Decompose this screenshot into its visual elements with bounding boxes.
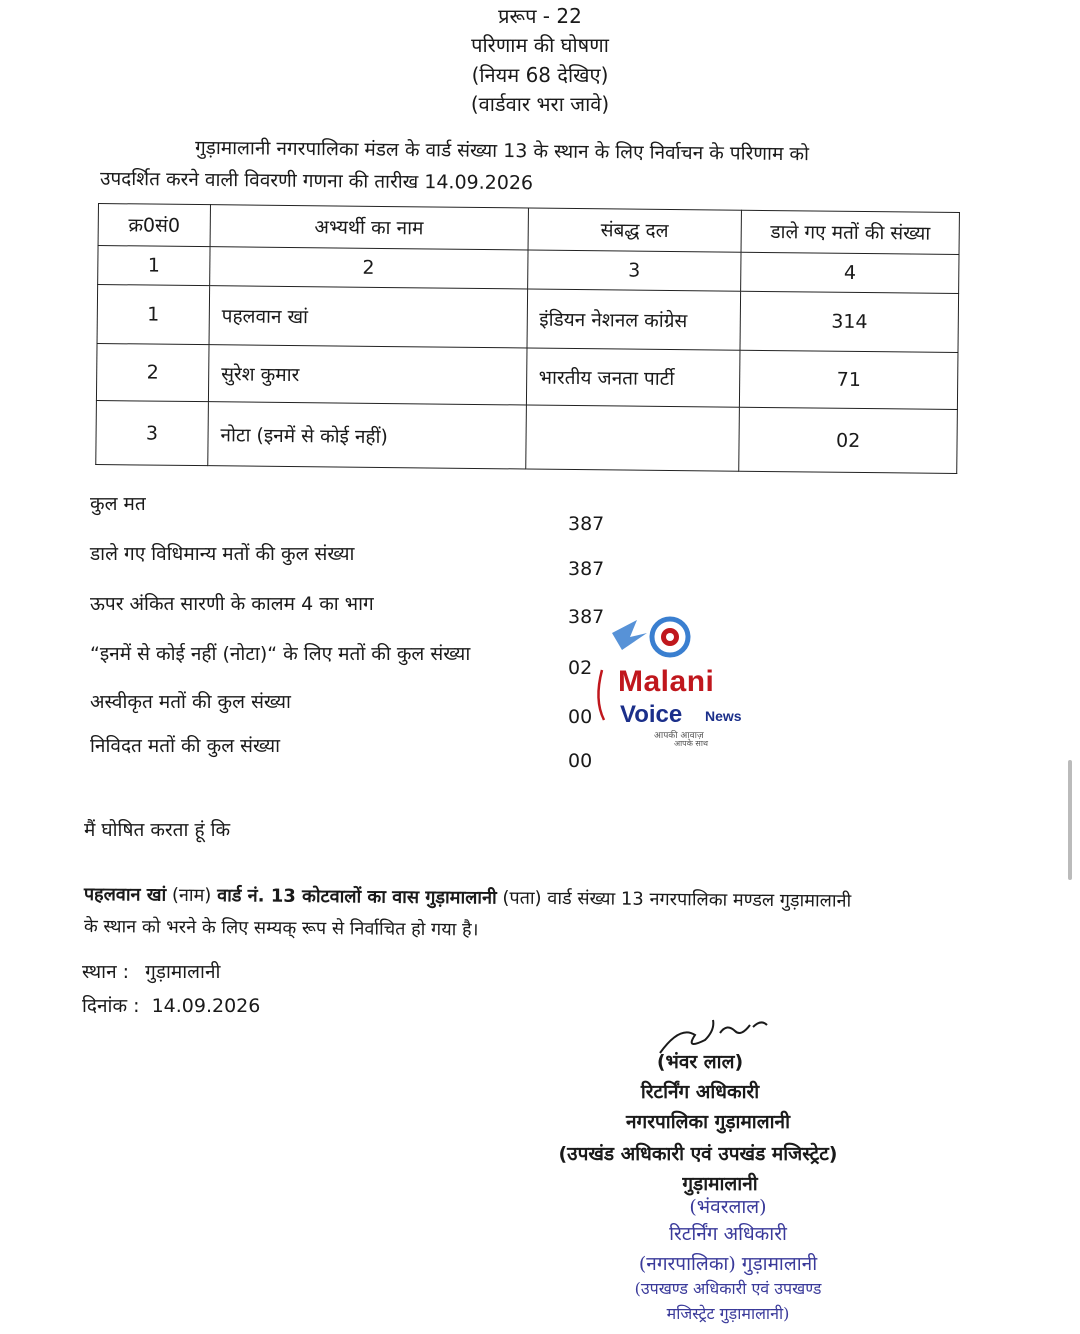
scrollbar-thumb[interactable] [1068,760,1072,880]
stamp-line-1: (भंवरलाल) [689,1196,767,1218]
watermark-brand-news: News [705,708,742,724]
table-row [97,285,959,353]
document-title: परिणाम की घोषणा [471,33,609,57]
date-value: 14.09.2026 [151,995,261,1017]
name-tag: (नाम) [171,884,212,907]
address-tag: (पता) [502,887,542,909]
row-votes: 71 [740,351,958,410]
col-number: 2 [210,246,528,289]
watermark-tagline-1: आपकी आवाज़ [654,731,704,741]
watermark-tagline-2: आपके साथ [674,739,708,748]
form-number: प्ररूप - 22 [498,4,582,28]
watermark-brand-voice: Voice [620,701,683,728]
intro-line-1: गुड़ामालानी नगरपालिका मंडल के वार्ड संख्या 13 के स्थान के लिए निर्वाचन के परिणाम को [194,136,810,166]
col-number: 4 [741,252,959,294]
summary-value-tendered: 00 [568,750,593,772]
row-serial: 1 [97,285,210,345]
col-number: 1 [98,245,210,286]
intro-line-2: उपदर्शित करने वाली विवरणी गणना की तारीख 14.09.2026 [99,167,534,195]
signatory-office: नगरपालिका गुड़ामालानी [626,1111,790,1133]
table-row [96,344,958,410]
malani-voice-watermark [592,615,772,750]
summary-value-total: 387 [568,513,605,535]
rule-reference: (नियम 68 देखिए) [471,63,609,87]
summary-value-nota: 02 [568,657,593,679]
declaration-intro: मैं घोषित करता हूं कि [84,819,231,841]
summary-label-total: कुल मत [90,493,146,515]
place-row [82,958,220,984]
row-candidate: सुरेश कुमार [208,345,526,405]
fill-note: (वार्डवार भरा जावे) [470,92,610,116]
table-row [96,401,958,474]
signatory-place: गुड़ामालानी [682,1173,758,1195]
signatory-role: (उपखंड अधिकारी एवं उपखंड मजिस्ट्रेट) [558,1143,838,1165]
place-label: स्थान : [82,961,130,983]
stamp-line-5: मजिस्ट्रेट गुड़ामालानी) [666,1304,790,1323]
date-label: दिनांक : [82,995,140,1017]
row-candidate: नोटा (इनमें से कोई नहीं) [208,402,526,469]
row-serial: 3 [96,401,209,466]
place-value: गुड़ामालानी [145,961,221,983]
stamp-line-4: (उपखण्ड अधिकारी एवं उपखण्ड [634,1279,822,1298]
stamp-line-3: (नगरपालिका) गुड़ामालानी [638,1253,818,1275]
summary-label-column4: ऊपर अंकित सारणी के कालम 4 का भाग [90,593,374,615]
summary-value-valid: 387 [568,558,605,580]
declaration-line-2: के स्थान को भरने के लिए सम्यक् रूप से निर्वाचित हो गया है। [83,915,479,941]
row-serial: 2 [96,344,209,402]
results-table [95,203,960,474]
declaration-ward-text: वार्ड संख्या 13 नगरपालिका मण्डल गुड़ामालानी [547,888,852,912]
summary-label-rejected: अस्वीकृत मतों की कुल संख्या [90,691,291,713]
date-row [82,992,260,1018]
declaration-line-1 [84,880,852,917]
row-party: इंडियन नेशनल कांग्रेस [527,289,741,350]
header-serial: क्र0सं0 [98,204,210,247]
row-votes: 02 [739,408,957,474]
summary-value-column4: 387 [568,606,605,628]
header-party: संबद्ध दल [528,208,742,252]
summary-label-valid: डाले गए विधिमान्य मतों की कुल संख्या [90,543,355,565]
row-candidate: पहलवान खां [209,286,527,349]
signatory-name: (भंवर लाल) [656,1051,744,1073]
summary-label-nota: “इनमें से कोई नहीं (नोटा)“ के लिए मतों की कुल संख्या [90,643,471,665]
winner-address: वार्ड नं. 13 कोटवालों का वास गुड़ामालानी [217,885,497,909]
row-party: भारतीय जनता पार्टी [526,348,740,407]
stamp-line-2: रिटर्निंग अधिकारी [669,1223,787,1245]
summary-label-tendered: निविदत मतों की कुल संख्या [90,735,281,757]
col-number: 3 [527,250,741,292]
winner-name: पहलवान खां [83,883,167,906]
header-votes: डाले गए मतों की संख्या [741,210,959,254]
row-party [525,405,739,471]
signatory-designation: रिटर्निंग अधिकारी [640,1081,760,1103]
row-votes: 314 [740,291,958,352]
summary-value-rejected: 00 [568,706,593,728]
header-candidate: अभ्यर्थी का नाम [210,205,528,250]
watermark-brand-malani: Malani [618,665,715,698]
